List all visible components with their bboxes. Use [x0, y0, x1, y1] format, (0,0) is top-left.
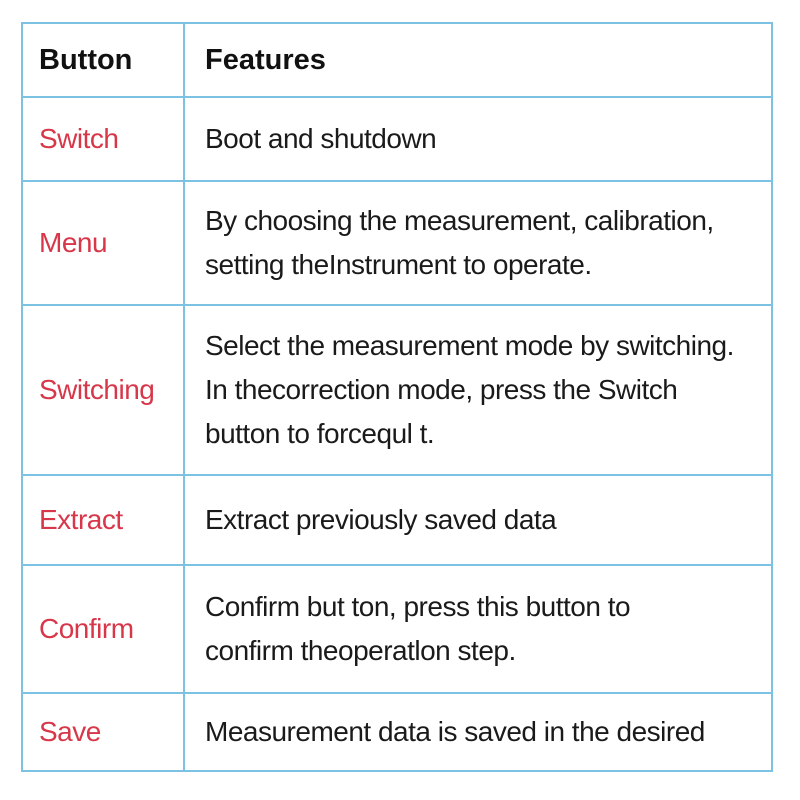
feature-line: Confirm but ton, press this button to — [205, 591, 631, 622]
button-name: Confirm — [23, 566, 185, 692]
button-features-table — [21, 22, 773, 772]
button-name: Extract — [23, 476, 185, 564]
feature-line: setting theInstrument to operate. — [205, 249, 592, 280]
feature-description — [185, 476, 771, 564]
feature-line: Measurement data is saved in the desired — [205, 716, 705, 747]
feature-line: Select the measurement mode by switching. — [205, 330, 734, 361]
feature-description — [185, 182, 771, 304]
header-features: Features — [205, 44, 326, 76]
feature-line: In thecorrection mode, press the Switch — [205, 374, 678, 405]
table-row — [23, 566, 771, 694]
button-name: Menu — [23, 182, 185, 304]
feature-description — [185, 306, 771, 474]
feature-line: By choosing the measurement, calibration, — [205, 205, 714, 236]
feature-line: confirm theoperatlon step. — [205, 635, 516, 666]
table-row — [23, 306, 771, 476]
feature-description — [185, 98, 771, 180]
feature-description — [185, 694, 771, 770]
button-name: Switching — [23, 306, 185, 474]
feature-line: button to forcequl t. — [205, 418, 435, 449]
table-row — [23, 476, 771, 566]
feature-line: Extract previously saved data — [205, 504, 557, 535]
table-header-row — [23, 24, 771, 98]
feature-line: Boot and shutdown — [205, 123, 437, 154]
button-name: Switch — [23, 98, 185, 180]
table-row — [23, 98, 771, 182]
feature-description — [185, 566, 771, 692]
header-button: Button — [23, 24, 185, 96]
table-row — [23, 182, 771, 306]
button-name: Save — [23, 694, 185, 770]
table-row — [23, 694, 771, 770]
